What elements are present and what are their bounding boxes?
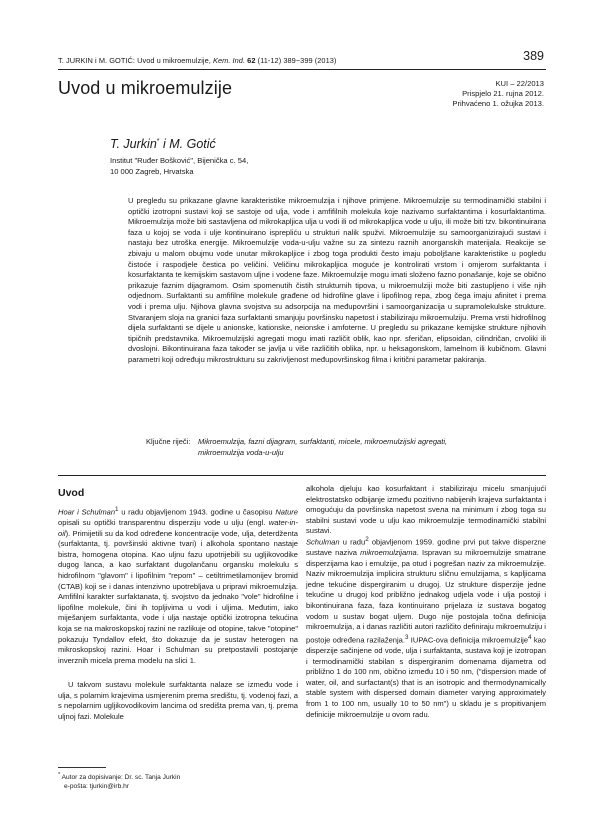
authors	[110, 137, 216, 151]
keywords-text: Mikroemulzija, fazni dijagram, surfaktanti, micele, mikroemulzijski agregati,	[198, 437, 448, 446]
received-date: Prispjelo 21. rujna 2012.	[462, 89, 544, 98]
author-2: i M. Gotić	[159, 137, 216, 151]
citation-ref: 3	[404, 633, 409, 641]
citation-ref: 4	[528, 633, 532, 641]
text-run: objavljenom 1959. godine prvi put takve disperzne sustave naziva	[306, 537, 547, 558]
article-title: Uvod u mikroemulzije	[58, 78, 233, 98]
accepted-date: Prihvaćeno 1. ožujka 2013.	[452, 99, 544, 108]
text-run: U takvom sustavu molekule surfaktanta nalaze se između vode i ulja, s polarnim krajevima usmjerenim prema središtu, tj. vodenoj fazi, a s nepolarnim ugljikovodikovim lancima od središta prema van, tj. prema uljnoj fazi. Molekule	[58, 680, 298, 721]
header-rule	[58, 69, 546, 70]
left-paragraph-1	[58, 505, 298, 666]
keywords-label: Ključne riječi:	[146, 437, 191, 446]
affiliation	[110, 156, 248, 177]
text-run: u radu objavljenom 1943. godine u časopisu	[118, 507, 276, 517]
running-head-journal: Kem. Ind.	[212, 56, 246, 65]
page-number: 389	[523, 49, 544, 63]
keywords-text-2: mikroemulzija voda-u-ulju	[198, 447, 284, 457]
affiliation-line-2: 10 000 Zagreb, Hrvatska	[110, 166, 194, 176]
article-code: KUI – 22/2013	[495, 79, 544, 88]
text-run: opisali su optički transparentnu disperziju vode u ulju (engl.	[58, 518, 269, 528]
text-run: IUPAC-ova definicija mikroemulzije	[408, 635, 529, 645]
citation-ref: 2	[365, 536, 369, 543]
ref-author: Schulman	[306, 537, 340, 547]
running-head-authors: T. JURKIN i M. GOTIĆ: Uvod u mikroemulzije,	[58, 56, 213, 65]
right-paragraph-2	[306, 535, 546, 720]
text-run: kao disperzije sačinjene od vode, ulja i surfaktanta, sustava koji je izotropan i termodinamički stabilan s dispergiranim domenama dijametra od približno 1 do 100 nm, obično između 10 i 50 nm, ("dispersion made of water, oil, and surfactant(s) that is an isotropic and thermodynamically stable system with dispersed domain diameter varying approximately from 1 to 100 nm, usually 10 to 50 nm") u skladu je s propitivanjem definicije mikroemulzije u ovom radu.	[306, 635, 546, 719]
running-head	[58, 56, 546, 65]
citation-ref: 1	[115, 506, 119, 513]
footnote-line-2: e-pošta: tjurkin@irb.hr	[64, 783, 129, 791]
running-head-volume: 62	[245, 56, 256, 65]
text-run: . Ispravan su mikroemulzije smatrane disperzijama kao i emulzije, pa otud i pogrešan naziv za mikroemulzije. Naziv mikroemulzija implicira strukturu sličnu emulzijama, s kapljicama jedne tekućine dispergiranim u drugoj. Uz strukture disperzije jedne tekućine u drugoj kod približno jednakog udjela vode i ulja postoji i bikontinuirana faza, faza kontinuirano prijelaza iz sustava bogatog vodom u sustav bogat uljem. Dugo nije postojala točna definicija mikroemulzija, a i danas različiti autori različito definiraju mikroemulziju i postoje određena razilaženja.	[306, 548, 546, 645]
footnote	[58, 771, 180, 791]
term: mikroemulzijama	[360, 548, 417, 558]
abstract: U pregledu su prikazane glavne karakteristike mikroemulzija i njihove primjene. Mikroemulzije su termodinamički stabilni i optički izotropni sustavi koji se sastoje od ulja, vode i amfifilnih molekula koje nazivamo surfaktantima i kosurfaktantima. Mikroemulzija može biti sastavljena od mikrokapljica ulja u vodi ili od mikrokapljica vode u ulju, ili može biti tzv. bikontinuirana faza u kojoj se voda i ulje kontinuirano isprepliću u strukturi nalik spužvi. Mikroemulzije su samoorganizirajući sustavi i nastaju bez utroška energije. Mikroemulzije voda-u-ulju važne su za sintezu raznih anorganskih materijala. Reakcije se zbivaju u malom obujmu vode unutar mikrokapljice i zbog toga produkti često imaju poboljšane karakteristike u pogledu čistoće i raspodjele čestica po veličini. Veličinu mikrokapljica moguće je kontrolirati vrstom i omjerom surfaktanta i kosurfaktanta te kemijskim sastavom uljne i vodene faze. Mikroemulzije mogu imati složeno fazno ponašanje, koje se obično prikazuje faznim dijagramom. Osim spomenutih čistih strukturnih tipova, u mikroemulziji može biti zastupljeno i više njih odjednom. Surfaktanti su amfifilne molekule građene od hidrofilne glave i lipofilnog repa, zbog čega imaju afinitet i prema vodi i prema ulju. Njihova glavna svojstva su adsorpcija na međupovršini i samoorganizacija u supramolekulske strukture. Stvaranjem sloja na granici faza surfaktanti smanjuju površinsku napetost i stabiliziraju mikroemulziju. Prema vrsti hidrofilnog dijela surfaktanti se dijele u anionske, kationske, neionske i amfoterne. U pregledu su prikazane kemijske strukture njihovih tipičnih predstavnika. Mikroemulzijski agregati mogu imati različit oblik, kao npr. sferičan, elipsoidan, cilindričan, crvoliki ili dvoslojni. Bikontinuirana faza također se javlja u više različitih oblika, npr. u heksagonskom, lamelnom ili kubičnom. Glavni parametri koji određuju mikrostrukturu su zakrivljenost međupovršinskog filma i kritični parametar pakiranja.	[128, 196, 546, 364]
left-paragraph-2	[58, 680, 298, 722]
text-run: u radu	[339, 537, 366, 547]
article-meta	[452, 79, 544, 109]
footnote-rule	[58, 767, 106, 768]
section-rule	[58, 475, 546, 476]
running-head-rest: (11-12) 389−399 (2013)	[255, 56, 337, 65]
footnote-line-1: Autor za dopisivanje: Dr. sc. Tanja Jurkin	[60, 774, 181, 782]
journal-name: Nature	[275, 507, 298, 517]
affiliation-line-1: Institut "Ruđer Bošković", Bijenička c. 54,	[110, 156, 249, 165]
right-paragraph-1: alkohola djeluju kao kosurfaktant i stabiliziraju micelu smanjujući elektrostatsko odbijanje između pozitivno nabijenih krajeva surfaktanta i omogućuju da površinska napetost sveла na minimum i zbog toga su stabilni sustavi vode u ulju kao mikroemulzije termodinamički stabilni sustavi.	[306, 484, 546, 536]
section-heading: Uvod	[58, 487, 85, 499]
keywords	[146, 437, 546, 458]
text-run: ). Primijetili su da kod određene koncentracije vode, ulja, deterdženta (surfaktanta, tj. površinski aktivne tvari) i alkohola spontano nastaje bistra, homogena otopina. Kao uljnu fazu upotrijebili su ugljikovodike dugog lanca, a kao surfaktant dugolančanu organsku molekulu s hidrofilnom "glavom" i lipofilnim "repom" – cetiltrimetilamonijev bromid (CTAB) koji se i danas intenzivno upotrebljava u pripravi mikroemulzija. Amfifilni karakter surfaktanata, tj. svojstvo da jednako "vole" hidrofilne i lipofilne molekule, čini ih topljivima u vodi i uljima. Međutim, iako miješanjem surfaktanta, vode i ulja nastaje optički izotropna tekućina koja se na makroskopskoj razini ne razlikuje od otopine, takve "otopine" pokazuju Tyndallov efekt, što dokazuje da je sustav heterogen na mikroskopskoj razini. Hoar i Schulman su pretpostavili postojanje inverznih micela prema modelu na slici 1.	[58, 528, 298, 665]
ref-authors: Hoar i Schulman	[58, 507, 116, 517]
footnote-mark: *	[58, 772, 61, 778]
english-term: water-in-oil	[58, 518, 298, 538]
corresponding-mark: *	[156, 137, 160, 145]
author-1: T. Jurkin	[110, 137, 157, 151]
